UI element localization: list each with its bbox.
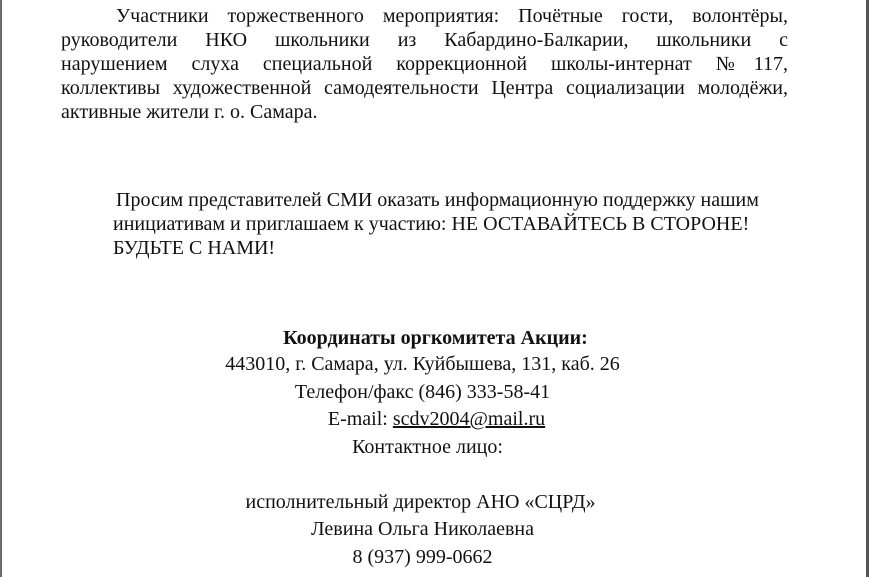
contacts-phone: Телефон/факс (846) 333-58-41	[294, 381, 551, 403]
participants-line-2: руководители НКО школьники из Кабардино-Балкарии, школьники с	[61, 29, 788, 51]
participants-line-4: коллективы художественной самодеятельности Центра социализации молодёжи,	[61, 77, 788, 99]
contacts-address: 443010, г. Самара, ул. Куйбышева, 131, каб. 26	[225, 353, 620, 375]
participants-line-3: нарушением слуха специальной коррекционной школы-интернат №117,	[61, 53, 788, 75]
contacts-email-line	[0, 407, 871, 431]
participants-line-5: активные жители г. о. Самара.	[61, 101, 318, 123]
contact-person-label: Контактное лицо:	[352, 436, 503, 458]
contact-mobile: 8 (937) 999-0662	[352, 546, 493, 568]
appeal-line-1: Просим представителей СМИ оказать информационную поддержку нашим	[116, 189, 759, 211]
contact-name: Левина Ольга Николаевна	[311, 518, 534, 540]
page-right-border	[866, 0, 869, 577]
appeal-line-3: БУДЬТЕ С НАМИ!	[113, 237, 276, 259]
email-link[interactable]: scdv2004@mail.ru	[392, 408, 546, 430]
appeal-line-2: инициативам и приглашаем к участию: НЕ ОСТАВАЙТЕСЬ В СТОРОНЕ!	[113, 213, 750, 235]
contact-position: исполнительный директор АНО «СЦРД»	[245, 491, 596, 513]
email-label: E-mail:	[327, 408, 393, 430]
contacts-heading: Координаты оргкомитета Акции:	[283, 327, 588, 349]
participants-line-1: Участники торжественного мероприятия: Почётные гости, волонтёры,	[116, 5, 788, 27]
